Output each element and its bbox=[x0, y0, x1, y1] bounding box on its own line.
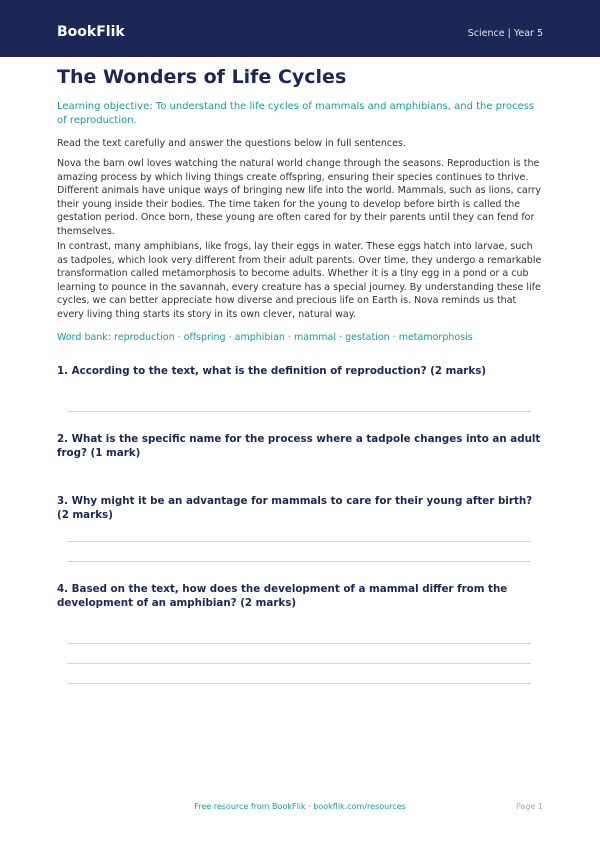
answer-line[interactable] bbox=[67, 561, 531, 562]
subject-year-label: Science | Year 5 bbox=[467, 28, 543, 39]
page-header bbox=[0, 0, 600, 57]
instructions: Read the text carefully and answer the questions below in full sentences. bbox=[57, 138, 406, 149]
brand-logo-text[interactable]: BookFlik bbox=[57, 24, 125, 40]
footer-link[interactable]: Free resource from BookFlik · bookflik.com/resources bbox=[194, 802, 406, 811]
question-4: 4. Based on the text, how does the development of a mammal differ from the development of an amphibian? (2 marks) bbox=[57, 583, 508, 609]
question-3: 3. Why might it be an advantage for mammals to care for their young after birth? (2 marks) bbox=[57, 495, 533, 521]
answer-line[interactable] bbox=[67, 411, 531, 412]
page-number: Page 1 bbox=[516, 802, 543, 811]
answer-line[interactable] bbox=[67, 663, 531, 664]
answer-line[interactable] bbox=[67, 541, 531, 542]
answer-line[interactable] bbox=[67, 683, 531, 684]
reading-paragraph-2: In contrast, many amphibians, like frogs, lay their eggs in water. These eggs hatch into larvae, such as tadpoles, which look very different from their adult parents. Over time, they undergo a remarkable transformation called metamorphosis to become adults. Whether it is a tiny egg in a pond or a cub learning to pounce in the savannah, every creature has a special journey. By understanding these life cycles, we can better appreciate how diverse and precious life on Earth is. Nova reminds us that every living thing starts its story in its own clever, natural way. bbox=[57, 241, 542, 320]
question-1: 1. According to the text, what is the definition of reproduction? (2 marks) bbox=[57, 365, 487, 377]
question-2: 2. What is the specific name for the process where a tadpole changes into an adult frog? (1 mark) bbox=[57, 433, 541, 459]
worksheet-title: The Wonders of Life Cycles bbox=[57, 66, 347, 88]
word-bank: Word bank: reproduction · offspring · amphibian · mammal · gestation · metamorphosis bbox=[57, 332, 473, 343]
learning-objective: Learning objective: To understand the life cycles of mammals and amphibians, and the process of reproduction. bbox=[57, 101, 535, 126]
reading-paragraph-1: Nova the barn owl loves watching the natural world change through the seasons. Reproduction is the amazing process by which living things create offspring, ensuring their species continues to thrive. Different animals have unique ways of bringing new life into the world. Mammals, such as lions, carry their young inside their bodies. The time taken for the young to develop before birth is called the gestation period. Once born, these young are often cared for by their parents until they can fend for themselves. bbox=[57, 158, 542, 237]
answer-line[interactable] bbox=[67, 643, 531, 644]
